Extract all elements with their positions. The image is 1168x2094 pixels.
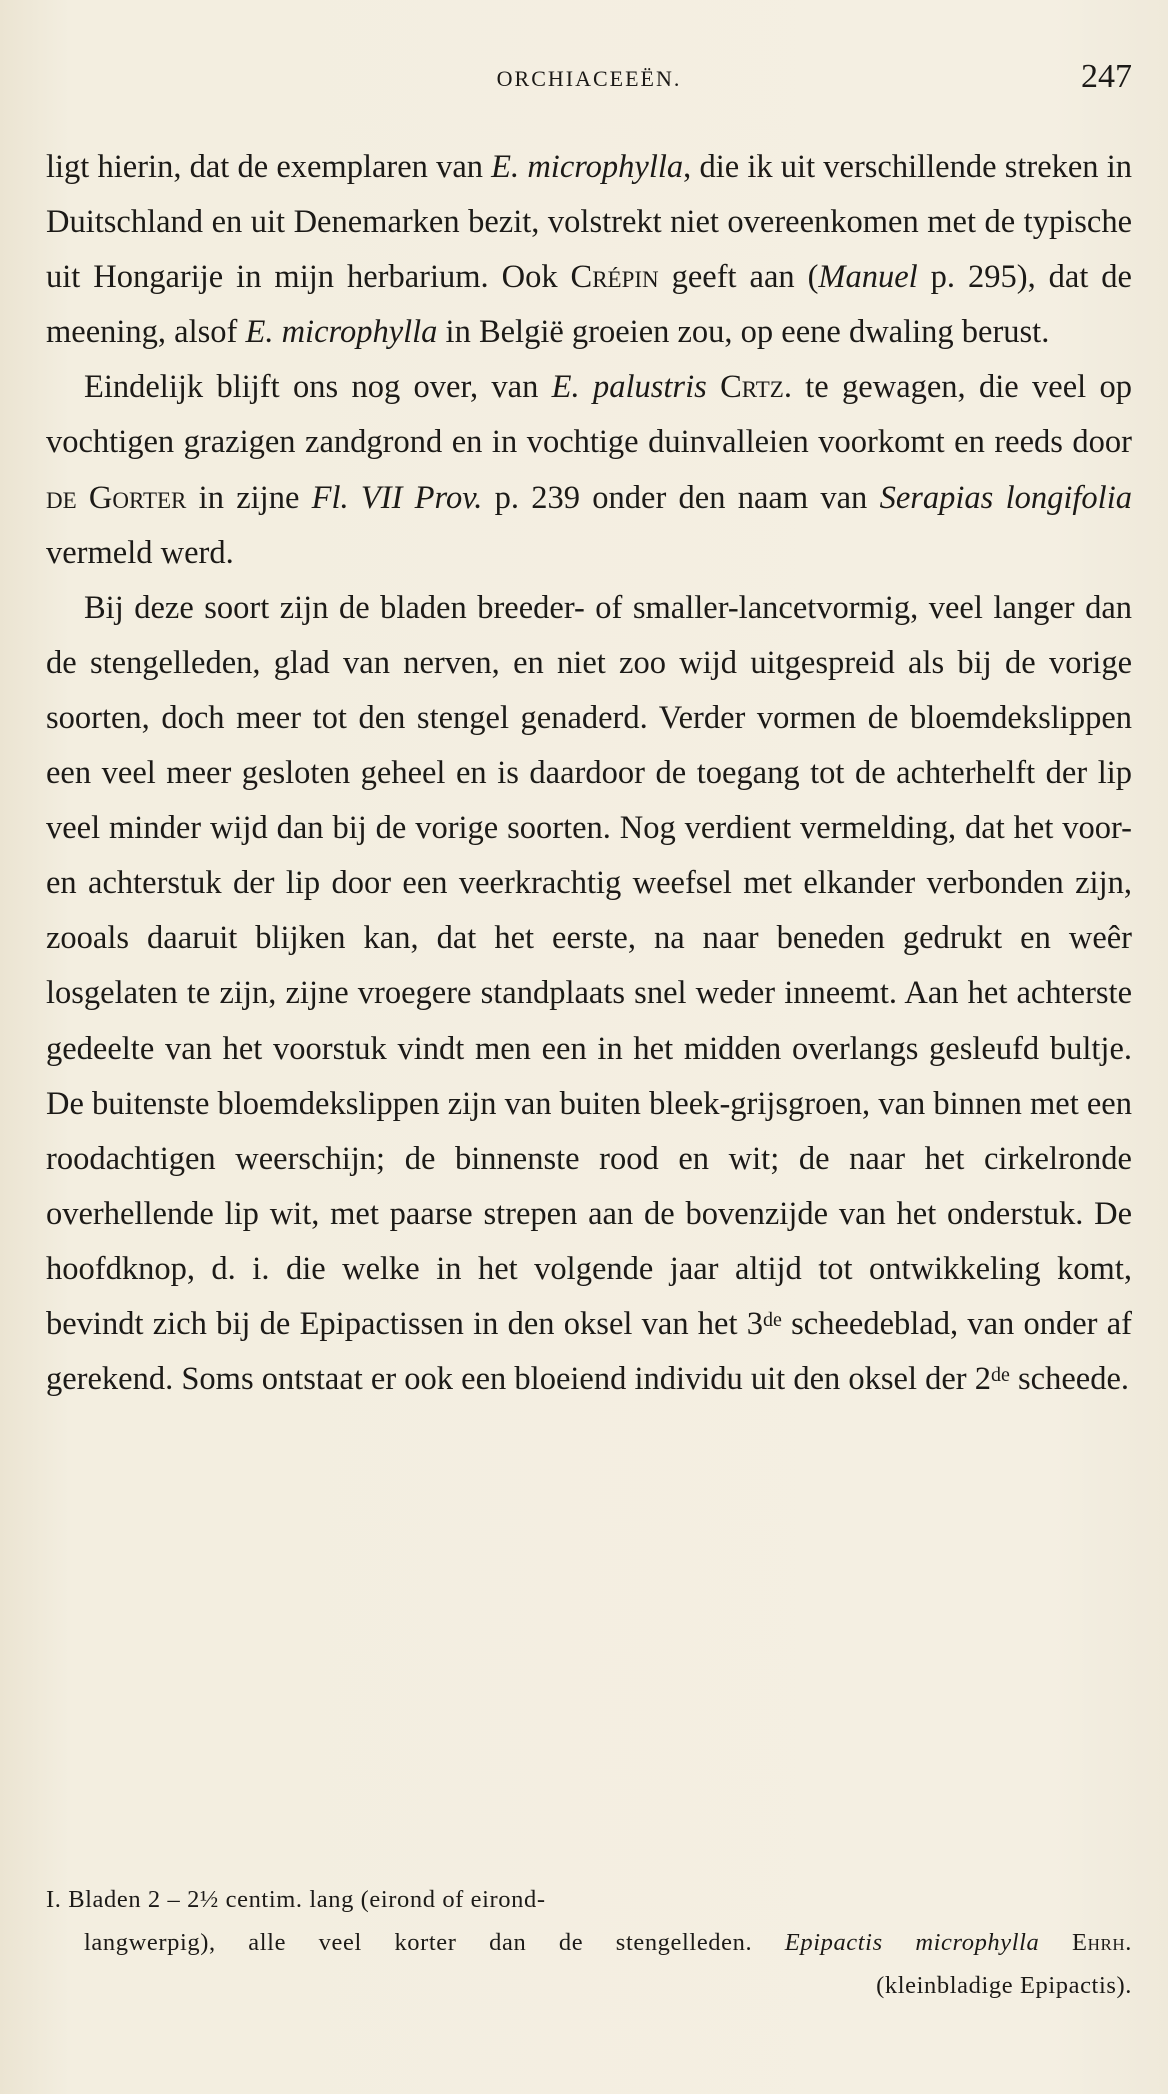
- species-name: E. palustris: [551, 369, 707, 406]
- text-run: Bij deze soort zijn de bladen breeder- of smaller-lancetvormig, veel langer dan de stengelleden, glad van nerven, en niet zoo wijd uitgespreid als bij de vorige soorten, doch meer tot den stengel genaderd. Verder vormen de bloemdekslippen een veel meer gesloten geheel en is daardoor de toegang tot de achterhelft der lip veel minder wijd dan bij de vorige soorten. Nog verdient vermelding, dat het voor- en achterstuk der lip door een veerkrachtig weefsel met elkander verbonden zijn, zooals daaruit blijken kan, dat het eerste, na naar beneden gedrukt en weêr losgelaten te zijn, zijne vroegere standplaats snel weder inneemt. Aan het achterste gedeelte van het voorstuk vindt men een in het midden overlangs gesleufd bultje. De buitenste bloemdekslippen zijn van buiten bleek-grijsgroen, van binnen met een roodachtigen weerschijn; de binnenste rood en wit; de naar het cirkelronde overhellende lip wit, met paarse strepen aan de bovenzijde van het onderstuk. De hoofdknop, d. i. die welke in het volgende jaar altijd tot ontwikkeling komt, bevindt zich bij de Epipactissen in den oksel van het 3: [46, 589, 1132, 1342]
- page-header: [46, 58, 1132, 98]
- key-line-1: I. Bladen 2 – 2½ centim. lang (eirond of eirond-: [46, 1886, 546, 1913]
- book-title: Fl. VII Prov.: [311, 479, 483, 516]
- paragraph-2: [46, 360, 1132, 580]
- species-name: Epipactis microphylla: [784, 1929, 1040, 1956]
- text-run: ligt hierin, dat de exemplaren van: [46, 149, 492, 185]
- book-title: Manuel: [818, 259, 918, 296]
- paragraph-3: [46, 581, 1132, 1407]
- text-run: scheede.: [1009, 1361, 1129, 1398]
- ordinal-superscript: de: [991, 1364, 1010, 1387]
- page-number: 247: [1081, 58, 1132, 95]
- text-run: p. 295), dat de meening, alsof: [46, 259, 1132, 351]
- identification-key: [46, 1878, 1132, 2007]
- key-line-3: (kleinbladige Epipactis).: [876, 1972, 1132, 1999]
- species-name: E. microphylla: [491, 149, 684, 185]
- species-name: Serapias longifolia: [879, 479, 1132, 516]
- text-run: langwerpig), alle veel korter dan de stengelleden.: [84, 1929, 785, 1956]
- text-run: scheedeblad, van onder af gerekend. Soms ontstaat er ook een bloeiend individu uit den oksel der 2: [46, 1305, 1132, 1398]
- text-run: vermeld werd.: [46, 534, 234, 571]
- running-title: ORCHIACEEËN.: [496, 66, 682, 91]
- text-run: p. 239 onder den naam van: [482, 479, 880, 516]
- text-run: Eindelijk blijft ons nog over, van: [84, 369, 552, 406]
- species-name: E. microphylla: [245, 314, 438, 351]
- author-name: de Gorter: [46, 479, 187, 516]
- text-run: , die ik uit verschillende streken in Duitschland en uit Denemarken bezit, volstrekt niet overeenkomen met de typische uit Hongarije in mijn herbarium. Ook: [46, 149, 1132, 296]
- text-run: te gewagen, die veel op vochtigen grazigen zandgrond en in vochtige duinvalleien voorkomt en reeds door: [46, 369, 1132, 461]
- author-abbreviation: Crtz.: [706, 369, 792, 406]
- body-text: [46, 140, 1132, 1407]
- author-abbreviation: Ehrh.: [1039, 1929, 1132, 1956]
- author-name: Crépin: [570, 259, 659, 296]
- ordinal-superscript: de: [763, 1308, 782, 1331]
- text-run: geeft aan (: [658, 259, 819, 296]
- text-run: in België groeien zou, op eene dwaling berust.: [437, 314, 1050, 351]
- key-line-2: [46, 1921, 1132, 1964]
- text-run: in zijne: [186, 479, 312, 516]
- paragraph-1: [46, 140, 1132, 360]
